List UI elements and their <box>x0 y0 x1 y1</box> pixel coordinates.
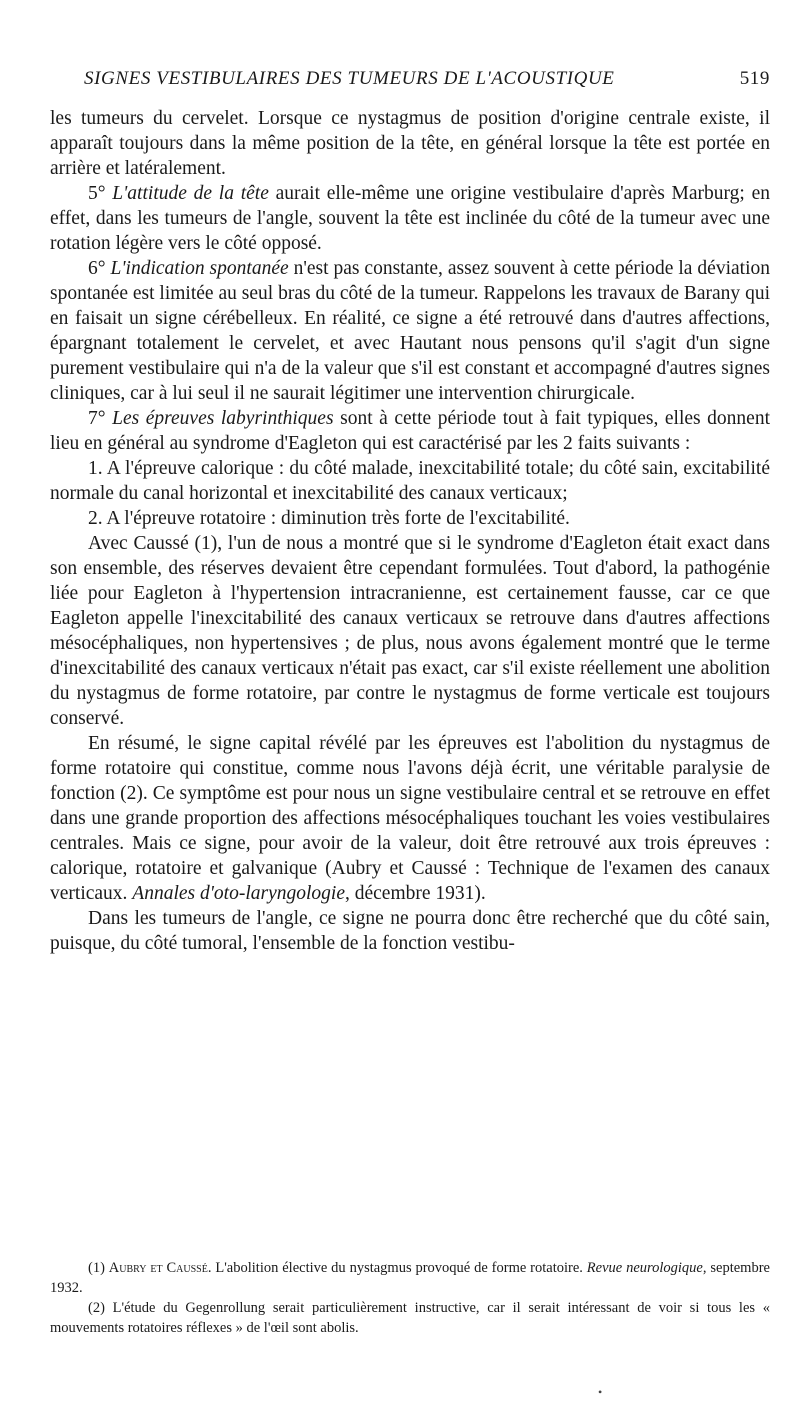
body-text <box>50 106 770 956</box>
paragraph-causse: Avec Caussé (1), l'un de nous a montré que si le syndrome d'Eagleton était exact dans son ensemble, des réserves devaient être cependant formulées. Tout d'abord, la pathogénie liée pour Eagleton à l'hypertension intracranienne, est certainement fausse, car ce que Eagleton appelle l'inexcitabilité des canaux verticaux se retrouve dans d'autres affections mésocéphaliques, non hypertensives ; de plus, nous avons également montré que le terme d'inexcitabilité des canaux verticaux n'était pas exact, car s'il existe réellement une abolition du nystagmus de forme rotatoire, par contre le nystagmus de forme verticale est toujours conservé. <box>50 533 770 729</box>
paragraph-last: Dans les tumeurs de l'angle, ce signe ne pourra donc être recherché que du côté sain, puisque, du côté tumoral, l'ensemble de la fonction vestibu- <box>50 908 770 954</box>
footnote-journal: Revue neurologique <box>586 1260 703 1276</box>
paragraph-5 <box>50 181 770 256</box>
paragraph-text: aurait elle-même une origine vestibulaire d'après Marburg; en effet, dans les tumeurs de l'angle, souvent la tête est inclinée du côté de la tumeur avec une rotation légère vers le côté opposé. <box>50 183 770 254</box>
page-number: 519 <box>739 68 770 89</box>
footnote-1 <box>50 1258 770 1298</box>
paragraph-text: sont à cette période tout à fait typiques, elles donnent lieu en général au syndrome d'Eagleton qui est caractérisé par les 2 faits suivants : <box>50 408 770 454</box>
footnotes <box>50 1258 770 1338</box>
paragraph-heading: L'attitude de la tête <box>112 183 269 204</box>
journal-title: Annales d'oto-laryngologie <box>132 883 345 904</box>
footnote-2: (2) L'étude du Gegenrollung serait particulièrement instructive, car il serait intéressant de voir si tous les « mouvements rotatoires réflexes » de l'œil sont abolis. <box>50 1300 770 1336</box>
footnote-text: . L'abolition élective du nystagmus provoqué de forme rotatoire. <box>207 1260 587 1276</box>
paragraph-number: 7° <box>88 408 113 429</box>
list-item-caloric: 1. A l'épreuve calorique : du côté malade, inexcitabilité totale; du côté sain, excitabilité normale du canal horizontal et inexcitabilité des canaux verticaux; <box>50 458 770 504</box>
list-item-rotatory: 2. A l'épreuve rotatoire : diminution très forte de l'excitabilité. <box>88 508 570 529</box>
running-header <box>84 66 770 92</box>
print-mark: • <box>598 1385 603 1399</box>
paragraph-heading: Les épreuves labyrinthiques <box>112 408 334 429</box>
paragraph-heading: L'indication spontanée <box>110 258 289 279</box>
paragraph-number: 5° <box>88 183 113 204</box>
footnote-authors: Aubry et Caussé <box>108 1260 208 1276</box>
paragraph-6 <box>50 256 770 406</box>
paragraph-1: les tumeurs du cervelet. Lorsque ce nystagmus de position d'origine centrale existe, il apparaît toujours dans la même position de la tête, en général lorsque la tête est portée en arrière et latéralement. <box>50 108 770 179</box>
paragraph-number: 6° <box>88 258 111 279</box>
footnote-ref: (1) <box>88 1260 109 1276</box>
paragraph-text: En résumé, le signe capital révélé par les épreuves est l'abolition du nystagmus de forme rotatoire qui constitue, comme nous l'avons déjà écrit, une véritable paralysie de fonction (2). Ce symptôme est pour nous un signe vestibulaire central et se retrouve en effet dans une grande proportion des affections mésocéphaliques touchant les voies vestibulaires centrales. Mais ce signe, pour avoir de la valeur, doit être retrouvé aux trois épreuves : calorique, rotatoire et galvanique (Aubry et Caussé : Technique de l'examen des canaux verticaux. <box>50 733 770 904</box>
paragraph-text: n'est pas constante, assez souvent à cette période la déviation spontanée est limitée au seul bras du côté de la tumeur. Rappelons les travaux de Barany qui en faisait un signe cérébelleux. En réalité, ce signe a été retrouvé dans d'autres affections, épargnant totalement le cervelet, et avec Hautant nous pensons qu'il s'agit d'un signe purement vestibulaire qui n'a de la valeur que s'il est constant et accompagné d'autres signes cliniques, car à lui seul il ne saurait légitimer une intervention chirurgicale. <box>50 258 770 404</box>
paragraph-end: , décembre 1931). <box>344 883 486 904</box>
running-title: SIGNES VESTIBULAIRES DES TUMEURS DE L'ACOUSTIQUE <box>84 68 615 89</box>
footnote-date: , septembre 1932. <box>50 1260 770 1296</box>
paragraph-7 <box>50 406 770 456</box>
paragraph-summary <box>50 731 770 906</box>
